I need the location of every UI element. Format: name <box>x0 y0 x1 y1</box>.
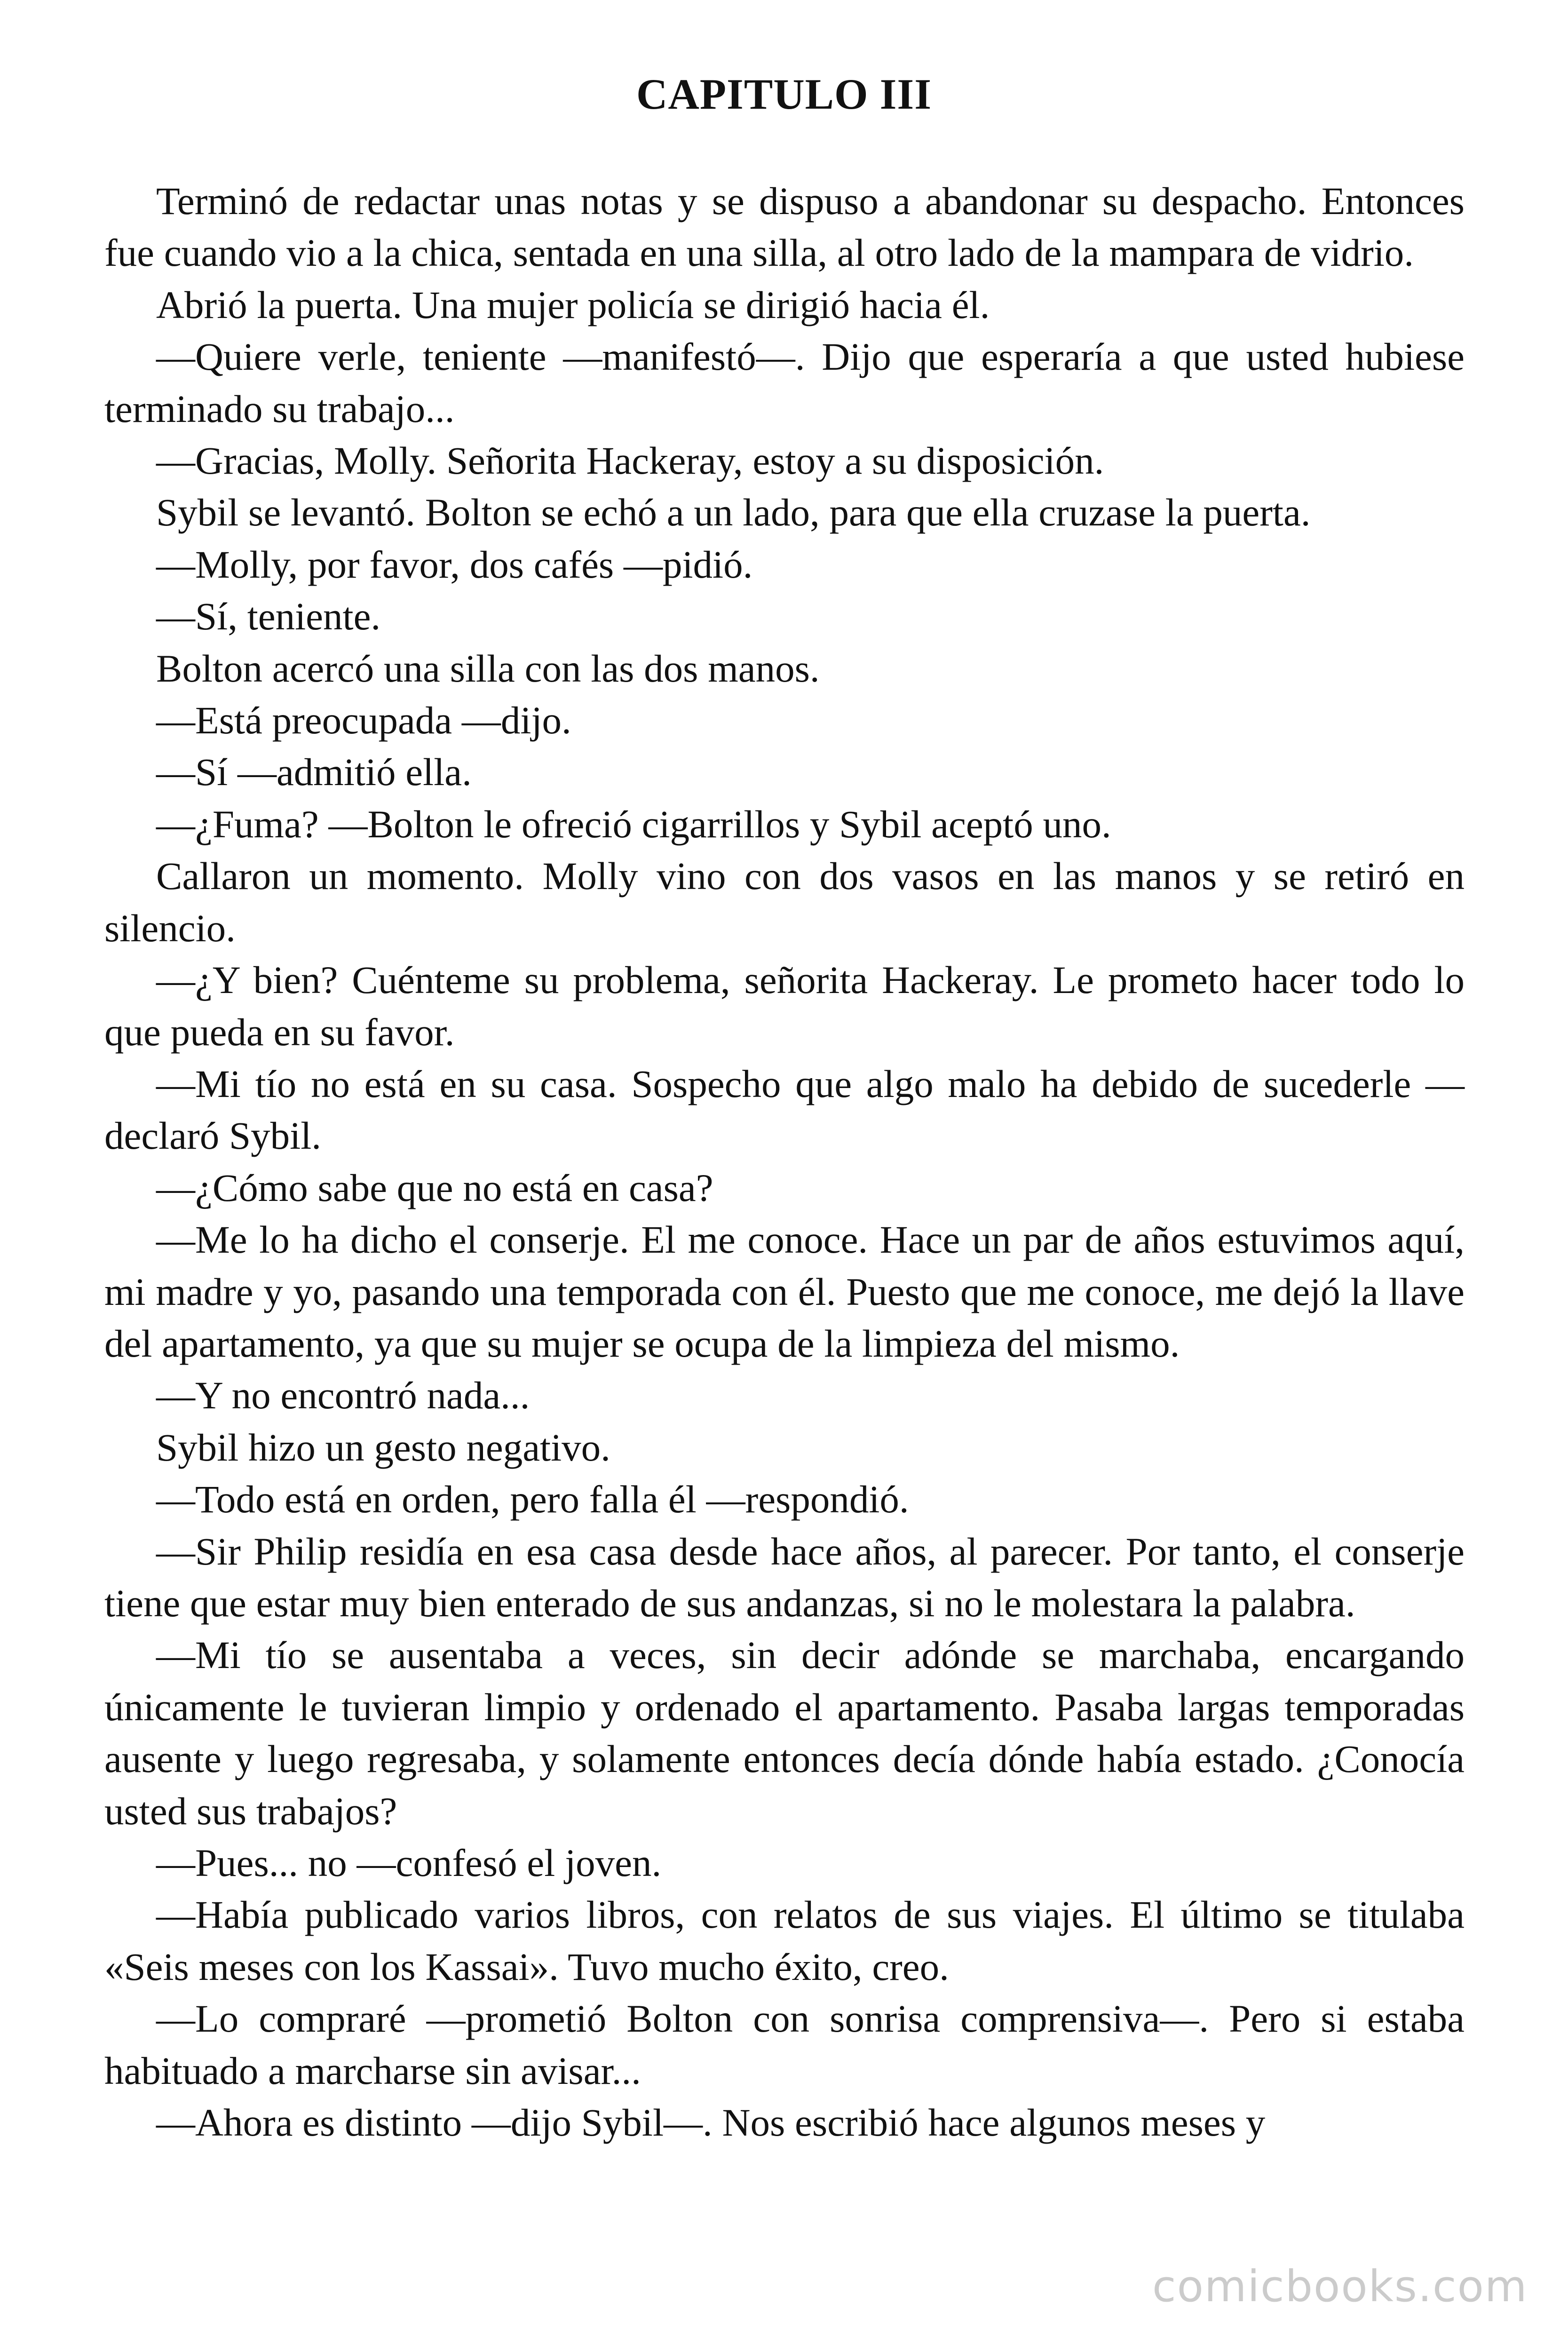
watermark-text: comicbooks.com <box>1152 2261 1528 2312</box>
paragraph: Callaron un momento. Molly vino con dos vasos en las manos y se retiró en silencio. <box>104 854 1465 950</box>
paragraph: —Mi tío se ausentaba a veces, sin decir adónde se marchaba, encargando únicamente le tuvieran limpio y ordenado el apartamento. Pasaba largas temporadas ausente y luego regresaba, y solamente entonces decía dónde había estado. ¿Conocía usted sus trabajos? <box>104 1633 1465 1833</box>
paragraph: —Sir Philip residía en esa casa desde hace años, al parecer. Por tanto, el conserje tiene que estar muy bien enterado de sus andanzas, si no le molestara la palabra. <box>104 1529 1465 1625</box>
paragraph: —Lo compraré —prometió Bolton con sonrisa comprensiva—. Pero si estaba habituado a marcharse sin avisar... <box>104 1997 1465 2092</box>
paragraph: —¿Cómo sabe que no está en casa? <box>156 1166 713 1209</box>
chapter-title: CAPITULO III <box>636 70 932 118</box>
chapter-body <box>104 175 1465 2148</box>
paragraph: —¿Fuma? —Bolton le ofreció cigarrillos y Sybil aceptó uno. <box>156 802 1111 846</box>
paragraph: —Sí —admitió ella. <box>156 750 472 794</box>
paragraph: —Y no encontró nada... <box>156 1374 530 1417</box>
paragraph: —Molly, por favor, dos cafés —pidió. <box>156 542 753 586</box>
paragraph: —Pues... no —confesó el joven. <box>156 1841 662 1884</box>
paragraph: Sybil se levantó. Bolton se echó a un lado, para que ella cruzase la puerta. <box>156 491 1311 534</box>
paragraph: —Todo está en orden, pero falla él —respondió. <box>156 1478 909 1521</box>
paragraph: —Había publicado varios libros, con relatos de sus viajes. El último se titulaba «Seis meses con los Kassai». Tuvo mucho éxito, creo. <box>104 1893 1465 1988</box>
paragraph: —Está preocupada —dijo. <box>156 699 571 742</box>
paragraph: Bolton acercó una silla con las dos manos. <box>156 646 820 690</box>
paragraph: —Ahora es distinto —dijo Sybil—. Nos escribió hace algunos meses y <box>156 2101 1266 2145</box>
paragraph: —Gracias, Molly. Señorita Hackeray, estoy a su disposición. <box>156 439 1104 483</box>
paragraph: —Sí, teniente. <box>156 595 381 638</box>
paragraph: —Me lo ha dicho el conserje. El me conoce. Hace un par de años estuvimos aquí, mi madre y yo, pasando una temporada con él. Puesto que me conoce, me dejó la llave del apartamento, ya que su mujer se ocupa de la limpieza del mismo. <box>104 1218 1465 1365</box>
paragraph: —¿Y bien? Cuénteme su problema, señorita Hackeray. Le prometo hacer todo lo que pueda en su favor. <box>104 958 1465 1054</box>
paragraph: Terminó de redactar unas notas y se dispuso a abandonar su despacho. Entonces fue cuando vio a la chica, sentada en una silla, al otro lado de la mampara de vidrio. <box>104 179 1465 275</box>
paragraph: —Quiere verle, teniente —manifestó—. Dijo que esperaría a que usted hubiese terminado su trabajo... <box>104 335 1465 430</box>
paragraph: —Mi tío no está en su casa. Sospecho que algo malo ha debido de sucederle —declaró Sybil. <box>104 1062 1465 1158</box>
paragraph: Sybil hizo un gesto negativo. <box>156 1425 610 1469</box>
paragraph: Abrió la puerta. Una mujer policía se dirigió hacia él. <box>156 283 990 326</box>
